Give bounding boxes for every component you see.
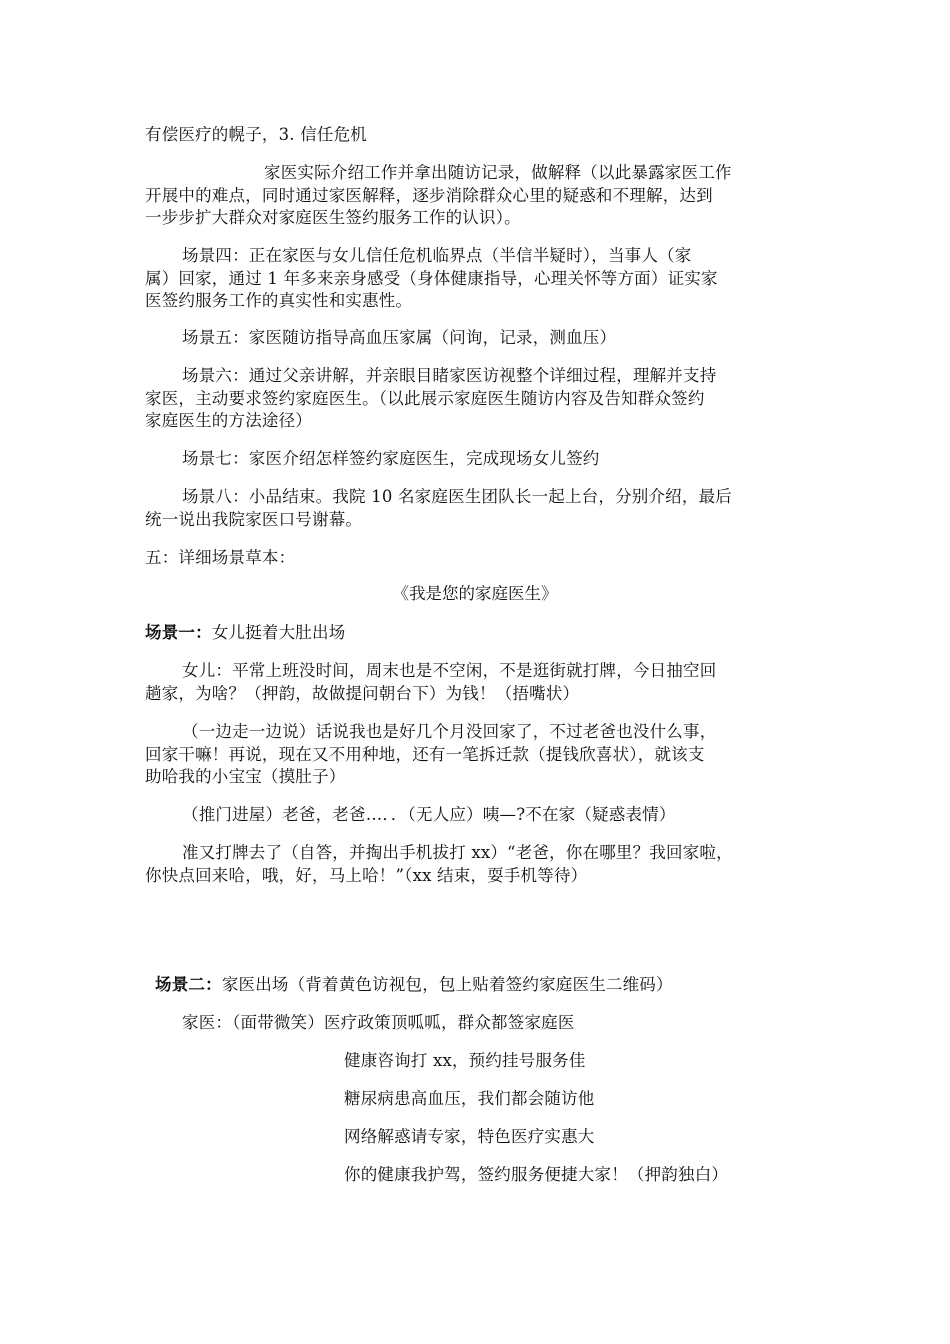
scene-description: 女儿挺着大肚出场 (211, 623, 346, 642)
scene-8-line: 场景八：小品结束。我院 10 名家庭医生团队长一起上台，分别介绍，最后 (182, 487, 732, 506)
text-line: 家医，主动要求签约家庭医生。（以此展示家庭医生随访内容及告知群众签约 (145, 389, 705, 408)
text-line: 家庭医生的方法途径） (145, 411, 312, 430)
scene-1-heading (145, 622, 345, 644)
scene-4-line: 场景四：正在家医与女儿信任危机临界点（半信半疑时），当事人（家 (182, 246, 692, 265)
text-line: 一步步扩大群众对家庭医生签约服务工作的认识）。 (145, 208, 521, 227)
scene-description: 家医出场（背着黄色访视包，包上贴着签约家庭医生二维码） (221, 975, 673, 994)
dialogue-line: 家医：（面带微笑）医疗政策顶呱呱，群众都签家庭医 (182, 1013, 575, 1032)
text-line: 趟家，为啥？（押韵，故做提问朝台下）为钱！（捂嘴状） (145, 684, 580, 703)
scene-5-line: 场景五：家医随访指导高血压家属（问询，记录，测血压） (182, 328, 617, 347)
verse-line: 网络解惑请专家，特色医疗实惠大 (344, 1127, 595, 1146)
text-line: 家医实际介绍工作并拿出随访记录，做解释（以此暴露家医工作 (264, 163, 732, 182)
text-line: 医签约服务工作的真实性和实惠性。 (145, 291, 413, 310)
text-line: 你快点回来哈，哦，好，马上哈！”（xx 结束，耍手机等待） (145, 866, 588, 885)
script-title: 《我是您的家庭医生》 (392, 584, 558, 603)
text-line: 有偿医疗的幌子，3. 信任危机 (145, 125, 367, 144)
text-line: 回家干嘛！再说，现在又不用种地，还有一笔拆迁款（提钱欣喜状），就该支 (145, 745, 705, 764)
dialogue-line: （推门进屋）老爸，老爸…．．（无人应）咦—?不在家（疑惑表情） (182, 805, 676, 824)
scene-2-heading (155, 974, 673, 996)
scene-label: 场景一： (145, 623, 212, 642)
text-line: 助哈我的小宝宝（摸肚子） (145, 767, 346, 786)
verse-line: 糖尿病患高血压，我们都会随访他 (344, 1089, 595, 1108)
scene-7-line: 场景七：家医介绍怎样签约家庭医生，完成现场女儿签约 (182, 449, 600, 468)
text-line: 属）回家，通过 1 年多来亲身感受（身体健康指导，心理关怀等方面）证实家 (145, 269, 718, 288)
scene-6-line: 场景六：通过父亲讲解，并亲眼目睹家医访视整个详细过程，理解并支持 (182, 366, 717, 385)
dialogue-line: 女儿：平常上班没时间，周末也是不空闲，不是逛街就打牌，今日抽空回 (182, 661, 717, 680)
text-line: 统一说出我院家医口号谢幕。 (145, 510, 363, 529)
verse-line: 健康咨询打 xx，预约挂号服务佳 (344, 1051, 586, 1070)
section-heading: 五：详细场景草本： (145, 548, 296, 567)
dialogue-line: 准又打牌去了（自答，并掏出手机拔打 xx）“老爸，你在哪里？我回家啦， (182, 843, 733, 862)
text-line: 开展中的难点，同时通过家医解释，逐步消除群众心里的疑惑和不理解，达到 (145, 186, 713, 205)
verse-line: 你的健康我护驾，签约服务便捷大家！（押韵独白） (344, 1165, 729, 1184)
dialogue-line: （一边走一边说）话说我也是好几个月没回家了，不过老爸也没什么事， (182, 722, 717, 741)
scene-label: 场景二： (155, 975, 222, 994)
